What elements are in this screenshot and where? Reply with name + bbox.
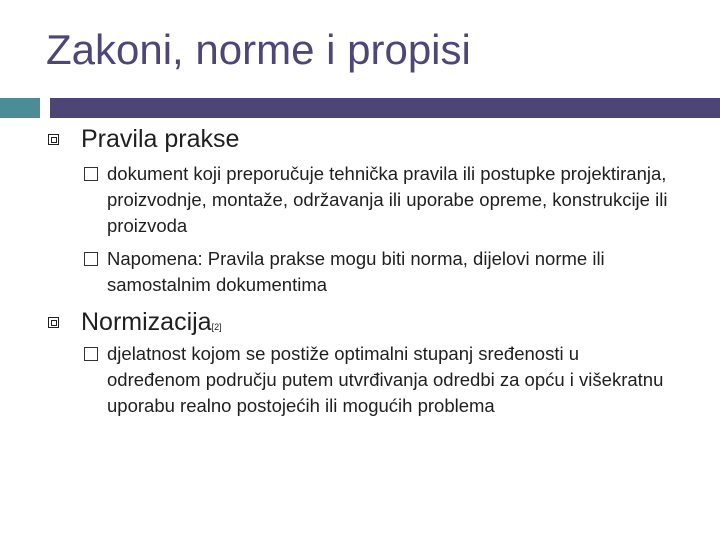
bullet-label: Normizacija xyxy=(81,308,212,336)
title-divider-accent xyxy=(0,98,40,118)
checkbox-bullet-icon xyxy=(84,167,98,181)
bullet-label: Pravila prakse xyxy=(81,125,240,153)
checkbox-bullet-icon xyxy=(84,252,98,266)
slide-title: Zakoni, norme i propisi xyxy=(46,26,471,73)
sub-bullet-item xyxy=(84,341,674,419)
sub-bullet-item xyxy=(84,161,674,239)
sub-bullet-text: djelatnost kojom se postiže optimalni stupanj sređenosti u određenom području putem utvrđivanja odredbi za opću i višekratnu uporabu realno postojećih ili mogućih problema xyxy=(107,343,664,416)
reference-marker: [2] xyxy=(211,322,222,332)
square-bullet-icon xyxy=(48,134,59,145)
sub-bullet-item xyxy=(84,246,674,298)
square-bullet-icon xyxy=(48,317,59,328)
sub-bullet-text: Napomena: Pravila prakse mogu biti norma, dijelovi norme ili samostalnim dokumentima xyxy=(107,248,605,295)
sub-bullet-text: dokument koji preporučuje tehnička pravila ili postupke projektiranja, proizvodnje, montaže, održavanja ili uporabe opreme, konstrukcije ili proizvoda xyxy=(107,163,668,236)
title-divider-bar xyxy=(50,98,720,118)
checkbox-bullet-icon xyxy=(84,347,98,361)
